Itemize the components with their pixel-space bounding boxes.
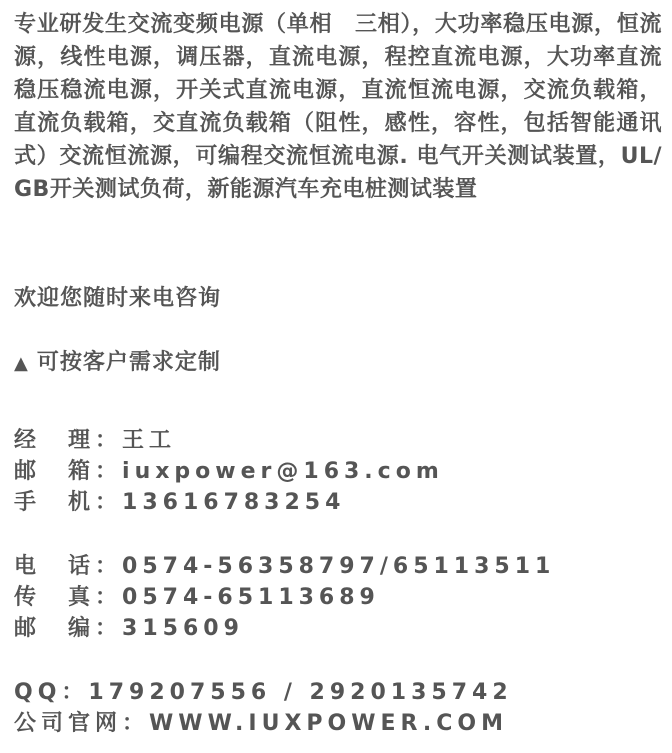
contact-qq [14, 678, 513, 708]
triangle-up-icon: ▲ [14, 353, 29, 374]
contact-label: 邮 箱 [14, 459, 96, 484]
contact-label: 手 机 [14, 490, 96, 515]
custom-order-text: 可按客户需求定制 [36, 350, 221, 375]
contact-separator: ： [61, 680, 89, 705]
contact-value: 13616783254 [122, 490, 346, 515]
contact-label: 邮 编 [14, 616, 96, 641]
contact-label: 经 理 [14, 428, 96, 453]
contact-value: 179207556 / 2920135742 [88, 680, 513, 705]
contact-label: QQ [14, 680, 62, 705]
contact-zip [14, 614, 244, 644]
contact-phone [14, 552, 555, 582]
contact-separator: ： [95, 428, 123, 453]
contact-label: 电 话 [14, 554, 96, 579]
contact-value: 0574-65113689 [122, 585, 380, 610]
contact-label: 公司官网 [14, 711, 123, 736]
contact-manager [14, 426, 176, 456]
contact-separator: ： [122, 711, 150, 736]
welcome-message: 欢迎您随时来电咨询 [14, 286, 222, 311]
contact-separator: ： [95, 459, 123, 484]
contact-value: WWW.IUXPOWER.COM [149, 711, 508, 736]
contact-website [14, 709, 508, 739]
contact-value: 王工 [122, 428, 177, 453]
contact-value: 0574-56358797/65113511 [122, 554, 556, 579]
contact-fax [14, 583, 380, 613]
contact-value: 315609 [122, 616, 244, 641]
contact-separator: ： [95, 490, 123, 515]
contact-email [14, 457, 444, 487]
intro-paragraph: 专业研发生交流变频电源（单相 三相），大功率稳压电源，恒流源，线性电源，调压器，直流电源，程控直流电源，大功率直流稳压稳流电源，开关式直流电源，直流恒流电源，交流负载箱，直流负载箱，交直流负载箱（阻性，感性，容性，包括智能通讯式）交流恒流源，可编程交流恒流电源. 电气开关测试装置，UL/GB开关测试负荷，新能源汽车充电桩测试装置 [14, 12, 662, 202]
contact-separator: ： [95, 554, 123, 579]
custom-order-line [14, 348, 221, 379]
contact-mobile [14, 488, 345, 518]
contact-label: 传 真 [14, 585, 96, 610]
contact-separator: ： [95, 616, 123, 641]
contact-separator: ： [95, 585, 123, 610]
contact-value: iuxpower@163.com [122, 459, 444, 484]
